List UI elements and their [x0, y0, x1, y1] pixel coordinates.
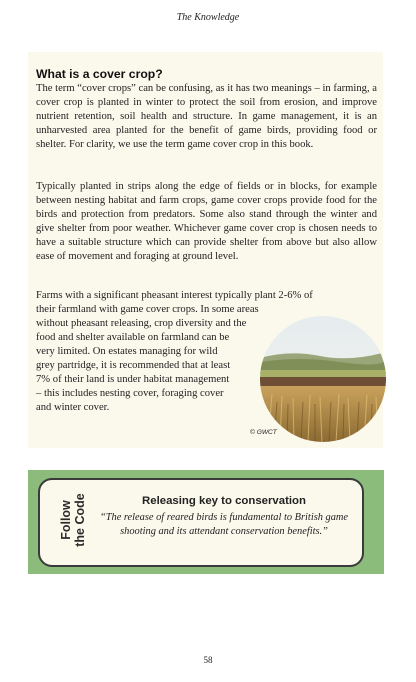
paragraph-3-line: grey partridge, it is recommended that at least: [36, 360, 231, 371]
follow-label-line-2: the Code: [73, 493, 87, 547]
paragraph-2: Typically planted in strips along the edge of fields or in blocks, for example between nesting habitat and farm crops, game cover crops provide food for the birds and protection from predators. Some also stand through the winter and give shelter from poor weather. Whichever game cover crop is chosen needs to have a suitable structure which can provide shelter from above but also allow ease of movement and foraging at ground level.: [36, 181, 377, 263]
callout-title: Releasing key to conservation: [142, 495, 306, 507]
follow-label-line-1: Follow: [59, 500, 73, 540]
panel-title: What is a cover crop?: [36, 67, 163, 81]
page-number: 58: [203, 655, 213, 665]
paragraph-3-line: very limited. On estates managing for wild: [36, 346, 218, 357]
running-title: The Knowledge: [176, 12, 240, 23]
follow-the-code-label: [46, 480, 92, 565]
paragraph-3-line: Farms with a significant pheasant interest typically plant 2-6% of: [36, 290, 313, 301]
paragraph-3-line: without pheasant releasing, crop diversity and the: [36, 318, 247, 329]
farmland-photo: [260, 316, 386, 442]
paragraph-3-line: and winter cover.: [36, 402, 110, 413]
callout-quote: “The release of reared birds is fundamental to British game shooting and its attendant conservation benefits.”: [99, 512, 349, 537]
photo-credit: © GWCT: [250, 429, 277, 436]
paragraph-3-line: food and shelter available on farmland can be: [36, 332, 230, 343]
cover-crop-panel: [28, 52, 383, 448]
follow-the-code-callout: [28, 470, 384, 574]
paragraph-3-line: 7% of their land is under habitat management: [36, 374, 230, 385]
paragraph-3-line: – this includes nesting cover, foraging cover: [36, 388, 224, 399]
callout-box: [38, 478, 364, 567]
paragraph-3-line: their farmland with game cover crops. In some areas: [36, 304, 259, 315]
paragraph-1: The term “cover crops” can be confusing, as it has two meanings – in farming, a cover crop is planted in winter to protect the soil from erosion, and improve nutrient retention, soil health and structure. In game management, it is an unharvested area planted for the benefit of game birds, providing food or shelter. For clarity, we use the term game cover crop in this book.: [36, 83, 377, 151]
farmland-photo-illustration: [260, 316, 386, 442]
